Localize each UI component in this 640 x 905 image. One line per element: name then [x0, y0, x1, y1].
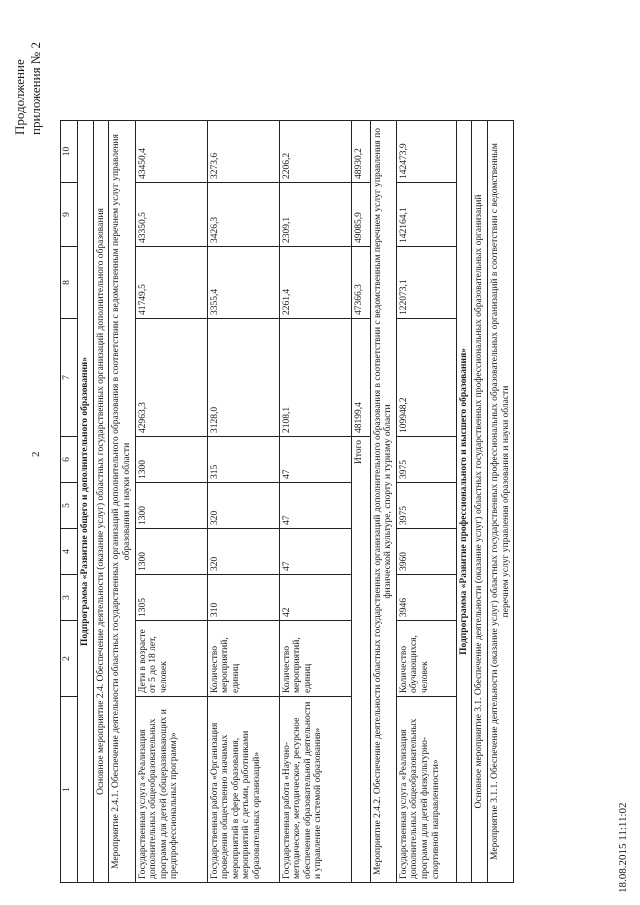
col-num-7: 7	[61, 319, 78, 437]
value-col3: 1305	[135, 575, 207, 621]
col-num-10: 10	[61, 121, 78, 183]
value-col5: 320	[207, 483, 279, 529]
value-col6: 47	[279, 437, 351, 483]
col-num-6: 6	[61, 437, 78, 483]
total-row	[351, 121, 370, 883]
value-col10: 2206,2	[279, 121, 351, 183]
value-col7: 3128,0	[207, 319, 279, 437]
col-num-9: 9	[61, 183, 78, 247]
main-activity-row	[472, 121, 488, 883]
value-col10: 3273,6	[207, 121, 279, 183]
service-name: Государственная работа «Научно-методическое, методическое, ресурсное обеспечение образовательной деятельности и управление системой образования»	[279, 697, 351, 883]
subprogram-title-row	[456, 121, 472, 883]
value-col10: 142473,9	[396, 121, 456, 183]
indicator: Количество мероприятий, единиц	[279, 621, 351, 697]
total-col7: 48199,4	[351, 319, 370, 437]
activity-row	[109, 121, 135, 883]
value-col8: 41749,5	[135, 247, 207, 319]
value-col5: 1300	[135, 483, 207, 529]
main-activity-2-4: Основное мероприятие 2.4. Обеспечение деятельности (оказание услуг) областных государственных организаций дополнительного образования	[93, 121, 109, 883]
value-col9: 2309,1	[279, 183, 351, 247]
service-name: Государственная услуга «Реализация дополнительных общеобразовательных программ для детей (общеразвивающих и предпрофессиональных программ)»	[135, 697, 207, 883]
value-col5: 47	[279, 483, 351, 529]
col-num-2: 2	[61, 621, 78, 697]
value-col7: 2108,1	[279, 319, 351, 437]
activity-2-4-2: Мероприятие 2.4.2. Обеспечение деятельности областных государственных организаций дополнительного образования в соответствии с ведомственным перечнем услуг управления по физической культуре, спорту и туризму области	[370, 121, 396, 883]
subprogram-title-row	[78, 121, 94, 883]
table-row	[207, 121, 279, 883]
activity-2-4-1: Мероприятие 2.4.1. Обеспечение деятельности областных государственных организаций дополнительного образования в соответствии с ведомственным перечнем услуг управления образования и науки области	[109, 121, 135, 883]
value-col6: 3975	[396, 437, 456, 483]
total-col10: 48930,2	[351, 121, 370, 183]
total-col8: 47366,3	[351, 247, 370, 319]
appendix-label: Продолжение приложения № 2	[12, 42, 43, 135]
value-col8: 122073,1	[396, 247, 456, 319]
value-col3: 42	[279, 575, 351, 621]
value-col4: 1300	[135, 529, 207, 575]
value-col9: 43350,5	[135, 183, 207, 247]
activity-3-1-1: Мероприятие 3.1.1. Обеспечение деятельности (оказание услуг) областных государственных профессиональных образовательных организаций в соответствии с ведомственным перечнем услуг управления образования и науки области	[488, 121, 514, 883]
value-col9: 142164,1	[396, 183, 456, 247]
table-row	[279, 121, 351, 883]
subprogram-2-title: Подпрограмма «Развитие общего и дополнительного образования»	[78, 121, 94, 883]
budget-table	[60, 120, 514, 883]
indicator: Дети в возрасте от 5 до 18 лет, человек	[135, 621, 207, 697]
value-col4: 47	[279, 529, 351, 575]
value-col5: 3975	[396, 483, 456, 529]
table-row	[396, 121, 456, 883]
col-num-1: 1	[61, 697, 78, 883]
value-col6: 315	[207, 437, 279, 483]
value-col7: 109948,2	[396, 319, 456, 437]
print-timestamp: 18.08.2015 11:11:02	[617, 802, 629, 893]
value-col8: 2261,4	[279, 247, 351, 319]
subprogram-3-title: Подпрограмма «Развитие профессионального и высшего образования»	[456, 121, 472, 883]
value-col10: 43450,4	[135, 121, 207, 183]
col-num-8: 8	[61, 247, 78, 319]
col-num-3: 3	[61, 575, 78, 621]
value-col9: 3426,3	[207, 183, 279, 247]
value-col7: 42963,3	[135, 319, 207, 437]
activity-row	[488, 121, 514, 883]
total-label: Итого	[351, 437, 370, 883]
value-col8: 3355,4	[207, 247, 279, 319]
service-name: Государственная работа «Организация проведения общественно значимых мероприятий в сфере образования, мероприятий с детьми, работниками образовательных организаций»	[207, 697, 279, 883]
main-activity-row	[93, 121, 109, 883]
table-row	[135, 121, 207, 883]
column-number-row	[61, 121, 78, 883]
service-name: Государственная услуга «Реализация дополнительных общеобразовательных программ для детей физкультурно-спортивной направленности»	[396, 697, 456, 883]
indicator: Количество обучающихся, человек	[396, 621, 456, 697]
value-col3: 3946	[396, 575, 456, 621]
value-col3: 310	[207, 575, 279, 621]
total-col9: 49085,9	[351, 183, 370, 247]
value-col6: 1300	[135, 437, 207, 483]
col-num-4: 4	[61, 529, 78, 575]
main-activity-3-1: Основное мероприятие 3.1. Обеспечение деятельности (оказание услуг) областных государственных профессиональных образовательных организаций	[472, 121, 488, 883]
value-col4: 3960	[396, 529, 456, 575]
page-number: 2	[30, 451, 42, 457]
activity-row	[370, 121, 396, 883]
col-num-5: 5	[61, 483, 78, 529]
indicator: Количество мероприятий, единиц	[207, 621, 279, 697]
value-col4: 320	[207, 529, 279, 575]
